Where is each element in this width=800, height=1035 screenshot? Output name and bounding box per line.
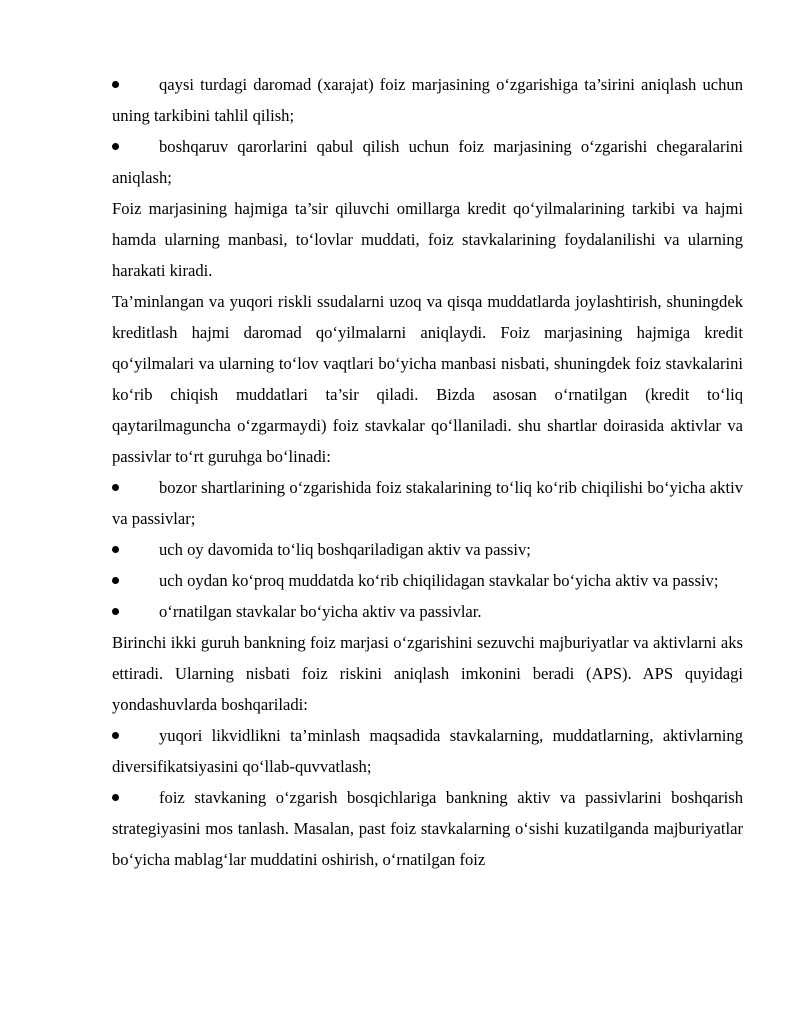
list-item	[112, 534, 743, 565]
bullet-icon	[112, 577, 119, 584]
list-item-text: yuqori likvidlikni ta’minlash maqsadida stavkalarning, muddatlarning, aktivlarning diversifikatsiyasini qo‘llab-quvvatlash;	[112, 726, 743, 776]
document-body	[112, 69, 743, 875]
list-item-text: uch oy davomida to‘liq boshqariladigan aktiv va passiv;	[159, 540, 531, 559]
list-item-text: uch oydan ko‘proq muddatda ko‘rib chiqilidagan stavkalar bo‘yicha aktiv va passiv;	[159, 571, 719, 590]
list-item	[112, 472, 743, 534]
bullet-icon	[112, 794, 119, 801]
bullet-icon	[112, 608, 119, 615]
list-item-text: boshqaruv qarorlarini qabul qilish uchun foiz marjasining o‘zgarishi chegaralarini aniqlash;	[112, 137, 743, 187]
list-item	[112, 69, 743, 131]
bullet-icon	[112, 143, 119, 150]
list-item-text: qaysi turdagi daromad (xarajat) foiz marjasining o‘zgarishiga ta’sirini aniqlash uchun uning tarkibini tahlil qilish;	[112, 75, 743, 125]
bullet-icon	[112, 484, 119, 491]
list-item	[112, 596, 743, 627]
list-item	[112, 720, 743, 782]
list-item	[112, 782, 743, 875]
paragraph: Foiz marjasining hajmiga ta’sir qiluvchi omillarga kredit qo‘yilmalarining tarkibi va hajmi hamda ularning manbasi, to‘lovlar muddati, foiz stavkalarining foydalanilishi va ularning harakati kiradi.	[112, 199, 743, 280]
list-item-text: foiz stavkaning o‘zgarish bosqichlariga bankning aktiv va passivlarini boshqarish strategiyasini mos tanlash. Masalan, past foiz stavkalarning o‘sishi kuzatilganda majburiyatlar bo‘yicha mablag‘lar muddatini oshirish, o‘rnatilgan foiz	[112, 788, 743, 869]
paragraph: Birinchi ikki guruh bankning foiz marjasi o‘zgarishini sezuvchi majburiyatlar va aktivlarni aks ettiradi. Ularning nisbati foiz riskini aniqlash imkonini beradi (APS). APS quyidagi yondashuvlarda boshqariladi:	[112, 633, 743, 714]
bullet-icon	[112, 546, 119, 553]
list-item-text: o‘rnatilgan stavkalar bo‘yicha aktiv va passivlar.	[159, 602, 482, 621]
paragraph: Ta’minlangan va yuqori riskli ssudalarni uzoq va qisqa muddatlarda joylashtirish, shuningdek kreditlash hajmi daromad qo‘yilmalarni aniqlaydi. Foiz marjasining hajmiga kredit qo‘yilmalari va ularning to‘lov vaqtlari bo‘yicha manbasi nisbati, shuningdek foiz stavkalarini ko‘rib chiqish muddatlari ta’sir qiladi. Bizda asosan o‘rnatilgan (kredit to‘liq qaytarilmaguncha o‘zgarmaydi) foiz stavkalar qo‘llaniladi. shu shartlar doirasida aktivlar va passivlar to‘rt guruhga bo‘linadi:	[112, 292, 743, 466]
list-item-text: bozor shartlarining o‘zgarishida foiz stakalarining to‘liq ko‘rib chiqilishi bo‘yicha aktiv va passivlar;	[112, 478, 743, 528]
list-item	[112, 565, 743, 596]
list-item	[112, 131, 743, 193]
bullet-icon	[112, 732, 119, 739]
bullet-icon	[112, 81, 119, 88]
